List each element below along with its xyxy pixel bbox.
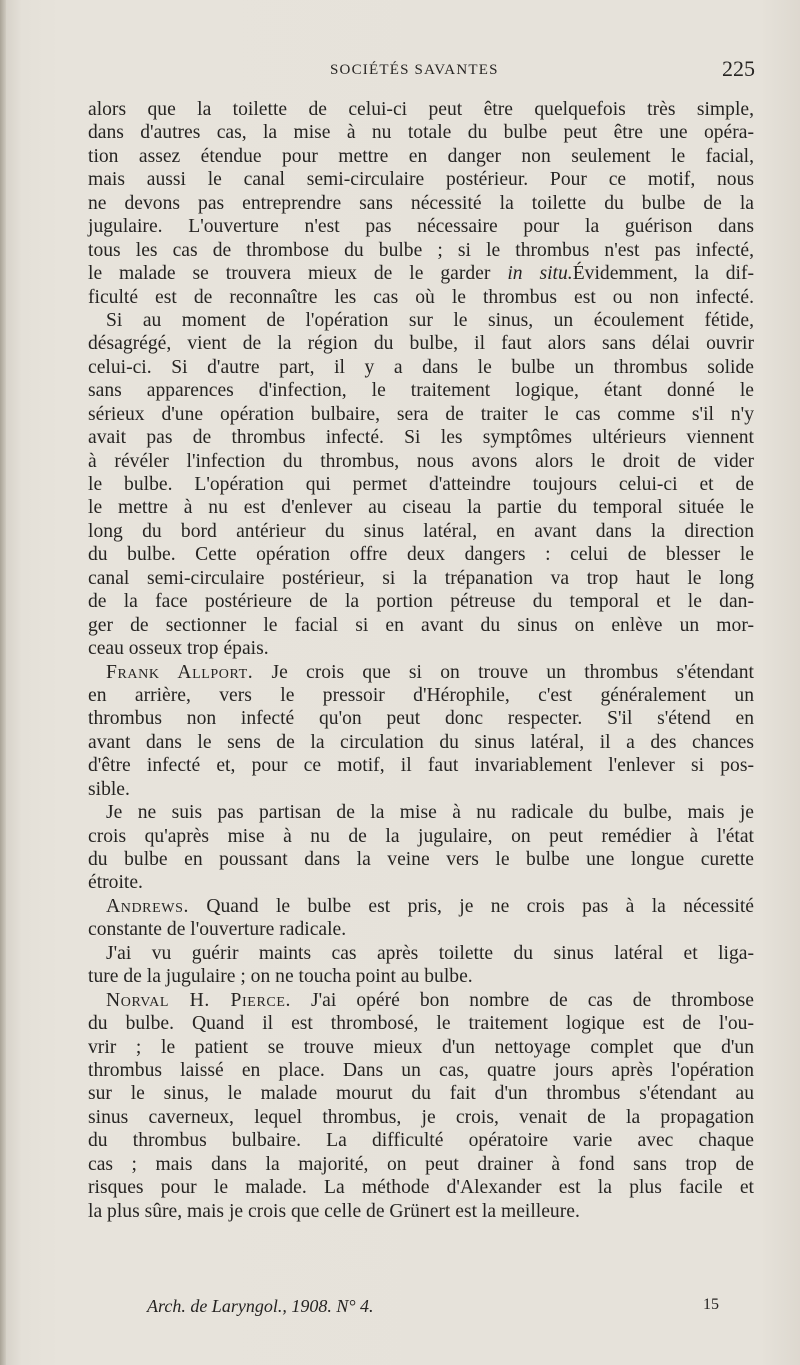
text-line: vrir ; le patient se trouve mieux d'un nettoyage complet que d'un: [88, 1036, 754, 1058]
text-line: [88, 989, 754, 1012]
running-header: [0, 56, 800, 86]
text-line: avait pas de thrombus infecté. Si les symptômes ultérieurs viennent: [88, 427, 754, 449]
running-title: SOCIÉTÉS SAVANTES: [330, 62, 499, 78]
text-line: [88, 895, 754, 918]
text-line: sans apparences d'infection, le traitement logique, étant donné le: [88, 380, 754, 402]
journal-citation: Arch. de Laryngol., 1908. N° 4.: [147, 1296, 374, 1316]
text-line: Je ne suis pas partisan de la mise à nu radicale du bulbe, mais je: [106, 802, 754, 824]
text-line: [88, 262, 754, 285]
text-fragment: le malade se trouvera mieux de le garder: [88, 263, 491, 285]
text-line: crois qu'après mise à nu de la jugulaire, on peut remédier à l'état: [88, 825, 754, 847]
text-line: sible.: [88, 778, 130, 800]
text-line: ceau osseux trop épais.: [88, 638, 269, 660]
page-spine-shadow: [0, 0, 6, 1365]
text-line: en arrière, vers le pressoir d'Hérophile, c'est généralement un: [88, 684, 754, 706]
text-line: thrombus non infecté qu'on peut donc respecter. S'il s'étend en: [88, 708, 754, 730]
text-line: ger de sectionner le facial si en avant du sinus on enlève un mor-: [88, 614, 754, 636]
text-fragment: Je crois que si on trouve un thrombus s'étendant: [271, 661, 754, 683]
text-line: thrombus laissé en place. Dans un cas, quatre jours après l'opération: [88, 1059, 754, 1081]
speaker-name: Norval H. Pierce.: [106, 989, 291, 1011]
text-line: de la face postérieure de la portion pétreuse du temporal et le dan-: [88, 591, 754, 613]
text-line: long du bord antérieur du sinus latéral, en avant dans la direction: [88, 520, 754, 542]
text-line: dans d'autres cas, la mise à nu totale du bulbe peut être une opéra-: [88, 122, 754, 144]
text-line: désagrégé, vient de la région du bulbe, il faut alors sans délai ouvrir: [88, 333, 754, 355]
text-line: tous les cas de thrombose du bulbe ; si le thrombus n'est pas infecté,: [88, 239, 754, 261]
text-line: ficulté est de reconnaître les cas où le thrombus est ou non infecté.: [88, 286, 754, 308]
text-line: du thrombus bulbaire. La difficulté opératoire varie avec chaque: [88, 1130, 754, 1152]
text-line: J'ai vu guérir maints cas après toilette du sinus latéral et liga-: [106, 942, 754, 964]
text-line: tion assez étendue pour mettre en danger non seulement le facial,: [88, 145, 754, 167]
text-line: [88, 661, 754, 684]
text-line: constante de l'ouverture radicale.: [88, 919, 347, 941]
text-line: du bulbe en poussant dans la veine vers le bulbe une longue curette: [88, 849, 754, 870]
text-line: le bulbe. L'opération qui permet d'atteindre toujours celui-ci et de: [88, 474, 754, 495]
text-line: le mettre à nu est d'enlever au ciseau la partie du temporal située le: [88, 497, 754, 519]
page-number: 225: [722, 56, 755, 81]
text-line: Si au moment de l'opération sur le sinus, un écoulement fétide,: [106, 309, 754, 331]
text-line: d'être infecté et, pour ce motif, il faut invariablement l'enlever si pos-: [88, 755, 754, 777]
text-fragment: Quand le bulbe est pris, je ne crois pas à la nécessité: [206, 895, 754, 917]
text-fragment: J'ai opéré bon nombre de cas de thrombose: [311, 989, 754, 1011]
text-line: alors que la toilette de celui-ci peut être quelquefois très simple,: [88, 99, 754, 120]
text-line: canal semi-circulaire postérieur, si la trépanation va trop haut le long: [88, 567, 754, 589]
text-fragment: Évidemment, la dif-: [572, 263, 754, 285]
text-line: celui-ci. Si d'autre part, il y a dans le bulbe un thrombus solide: [88, 356, 754, 378]
text-line: du bulbe. Quand il est thrombosé, le traitement logique est de l'ou-: [88, 1013, 754, 1035]
text-line: sur le sinus, le malade mourut du fait d'un thrombus s'étendant au: [88, 1083, 754, 1105]
text-line: à révéler l'infection du thrombus, nous avons alors le droit de vider: [88, 450, 754, 472]
text-line: étroite.: [88, 872, 143, 894]
text-line: mais aussi le canal semi-circulaire postérieur. Pour ce motif, nous: [88, 169, 754, 191]
text-line: ture de la jugulaire ; on ne toucha point au bulbe.: [88, 966, 473, 988]
text-line: cas ; mais dans la majorité, on peut drainer à fond sans trop de: [88, 1153, 754, 1175]
text-line: avant dans le sens de la circulation du sinus latéral, il a des chances: [88, 731, 754, 753]
body-text: [88, 98, 754, 1223]
text-line: risques pour le malade. La méthode d'Alexander est la plus facile et: [88, 1177, 754, 1199]
text-line: sinus caverneux, lequel thrombus, je crois, venait de la propagation: [88, 1106, 754, 1128]
in-situ-italic: in situ.: [507, 263, 573, 285]
text-line: du bulbe. Cette opération offre deux dangers : celui de blesser le: [88, 544, 754, 566]
speaker-name: Andrews.: [106, 895, 189, 917]
text-line: la plus sûre, mais je crois que celle de Grünert est la meilleure.: [88, 1200, 580, 1222]
signature-mark: 15: [703, 1296, 719, 1313]
text-line: jugulaire. L'ouverture n'est pas nécessaire pour la guérison dans: [88, 216, 754, 238]
text-line: ne devons pas entreprendre sans nécessité la toilette du bulbe de la: [88, 192, 754, 214]
text-line: sérieux d'une opération bulbaire, sera de traiter le cas comme s'il n'y: [88, 403, 754, 425]
speaker-name: Frank Allport.: [106, 661, 254, 683]
page-footer: [147, 1296, 719, 1320]
